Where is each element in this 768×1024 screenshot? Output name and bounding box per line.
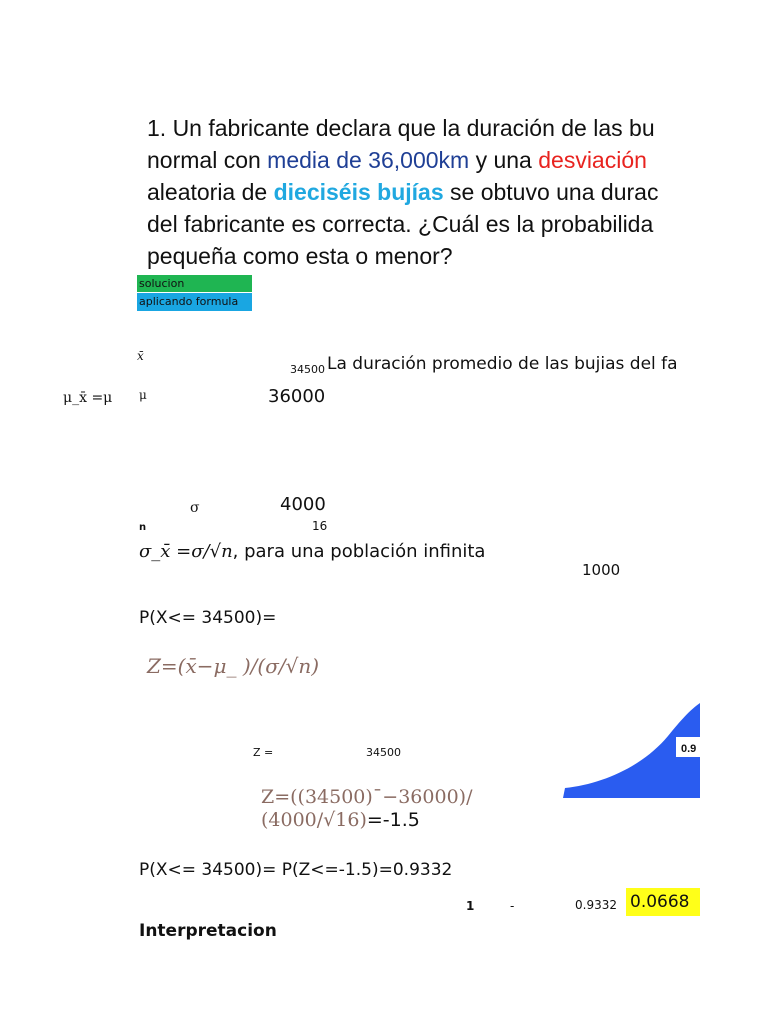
xbar-value: 34500	[290, 363, 325, 376]
sigma-xbar-value: 1000	[582, 561, 621, 579]
problem-line-3	[147, 176, 700, 208]
aplicando-formula-tag: aplicando formula	[137, 293, 252, 311]
complement-one: 1	[466, 899, 475, 913]
sigma-value: 4000	[280, 494, 326, 515]
chart-label: 0.9	[681, 743, 697, 755]
interpretacion-heading: Interpretacion	[139, 921, 277, 941]
probability-label: P(X<= 34500)=	[139, 608, 277, 628]
sigma-xbar-line	[139, 541, 485, 562]
sigma-symbol: σ	[190, 500, 200, 516]
problem-line-3-a: aleatoria de	[147, 179, 274, 205]
mu-symbol: μ	[139, 388, 147, 402]
xbar-description: La duración promedio de las bujias del fa	[327, 354, 678, 374]
n-symbol: n	[139, 522, 147, 533]
z-calc-line-2	[261, 809, 472, 832]
problem-statement	[147, 112, 700, 272]
sample-highlight: dieciséis bujías	[273, 179, 444, 205]
z-calculation	[261, 786, 472, 832]
final-answer: 0.0668	[626, 888, 700, 916]
xbar-symbol: x̄	[137, 349, 144, 363]
z-input-value: 34500	[366, 746, 401, 759]
z-result: =-1.5	[366, 809, 420, 831]
problem-line-2-a: normal con	[147, 147, 268, 173]
deviation-highlight: desviación	[538, 147, 647, 173]
sigma-xbar-text: , para una población infinita	[232, 541, 486, 562]
z-formula: Z=(x̄−μ_ )/(σ/√n)	[147, 654, 320, 678]
sigma-xbar-formula: σ_x̄ =σ/√n	[139, 541, 233, 562]
probability-result: P(X<= 34500)= P(Z<=-1.5)=0.9332	[139, 860, 453, 880]
complement-minus: -	[510, 899, 515, 913]
problem-line-3-c: se obtuvo una durac	[443, 179, 659, 205]
n-value: 16	[312, 519, 328, 533]
z-calc-denominator: (4000/√16)	[261, 809, 367, 831]
mu-value: 36000	[268, 386, 326, 407]
mu-relation: μ_x̄ =μ	[63, 390, 113, 406]
problem-line-2	[147, 144, 700, 176]
z-label: Z =	[253, 746, 274, 759]
problem-line-5: pequeña como esta o menor?	[147, 243, 453, 269]
problem-line-4: del fabricante es correcta. ¿Cuál es la probabilida	[147, 211, 654, 237]
z-calc-line-1: Z=((34500)¯−36000)/	[261, 786, 473, 808]
problem-line-1: 1. Un fabricante declara que la duración de las bu	[147, 115, 655, 141]
mean-highlight: media de 36,000km	[267, 147, 470, 173]
problem-line-2-c: y una	[469, 147, 539, 173]
complement-value: 0.9332	[575, 898, 617, 912]
solucion-tag: solucion	[137, 275, 252, 292]
normal-curve-chart	[563, 700, 700, 800]
